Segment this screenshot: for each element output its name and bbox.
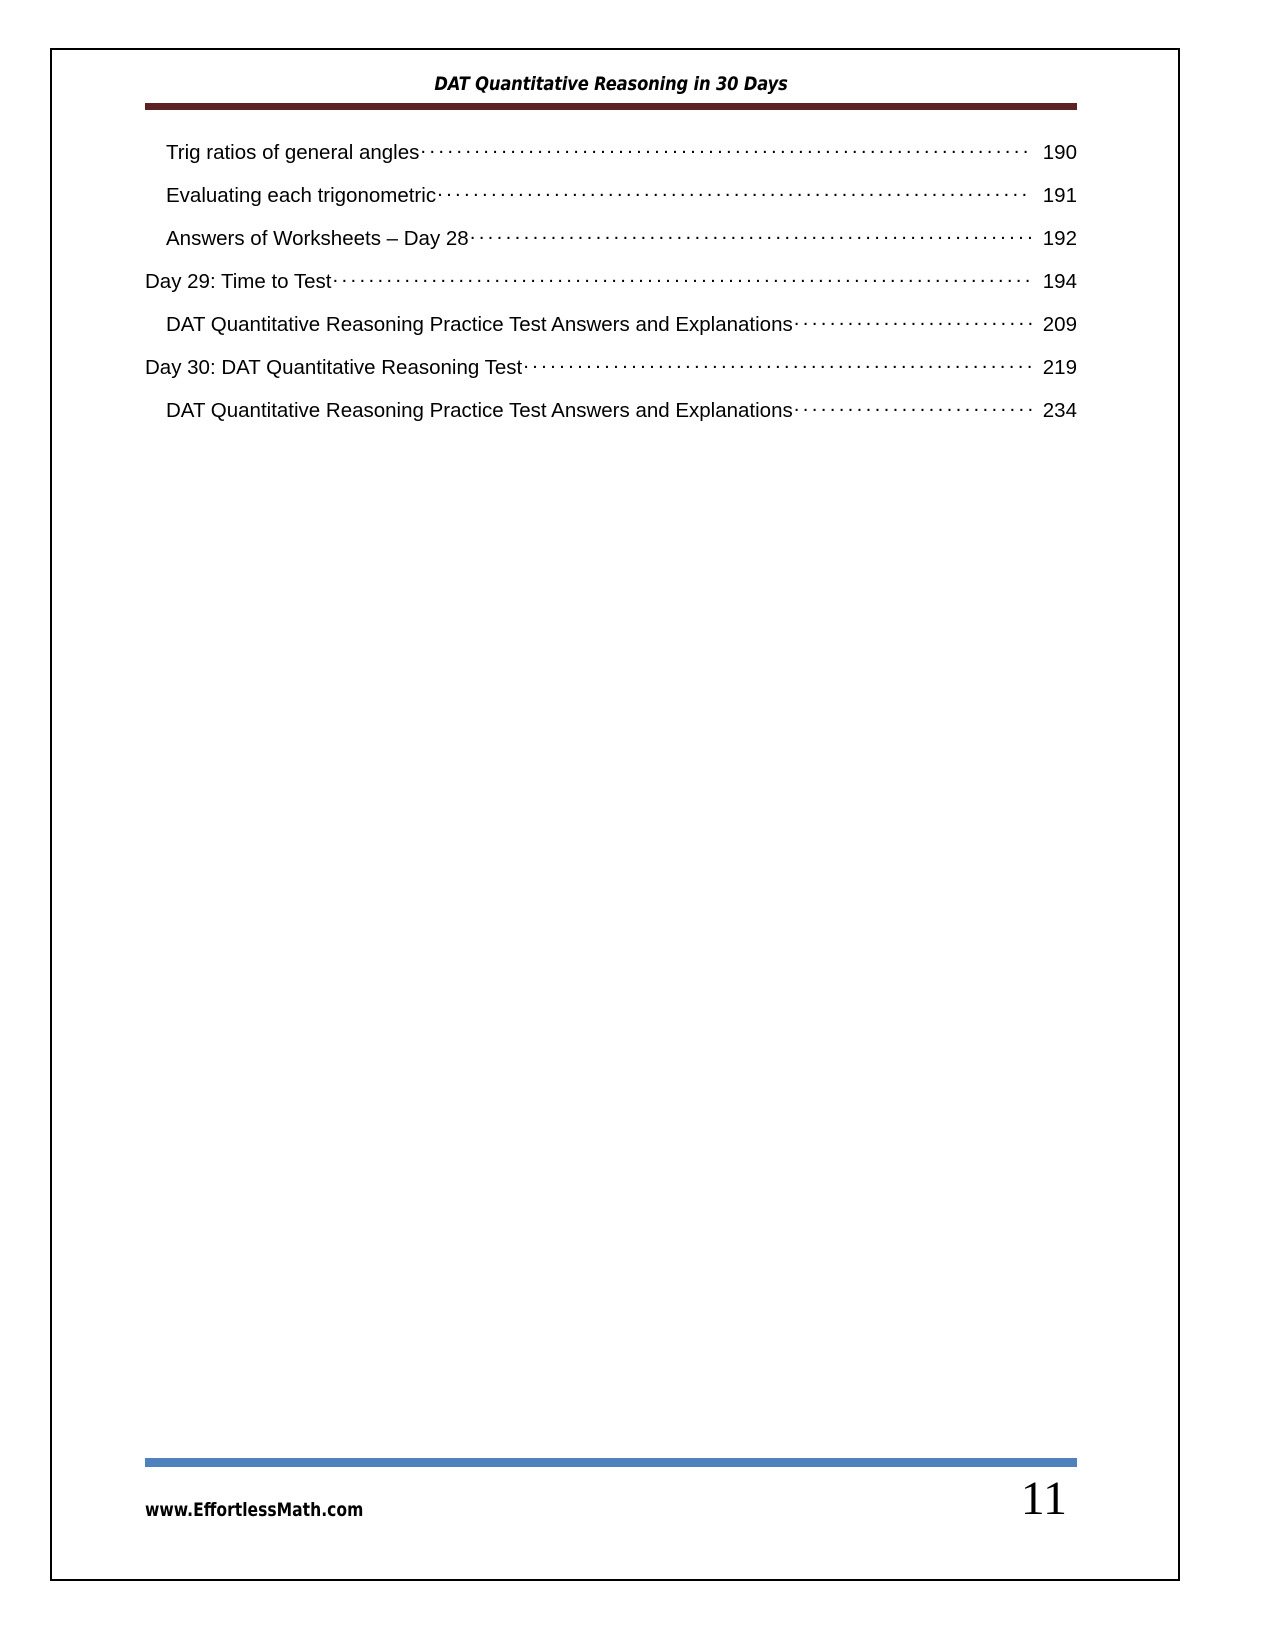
footer-row	[145, 1471, 1077, 1525]
header-title: DAT Quantitative Reasoning in 30 Days	[434, 73, 788, 95]
toc-entry-page: 192	[1042, 226, 1077, 250]
toc-dot-leader	[523, 353, 1032, 374]
toc-entry-page: 209	[1042, 312, 1077, 336]
footer-rule	[145, 1458, 1077, 1467]
toc-entry-title: Day 29: Time to Test	[145, 269, 332, 293]
toc-dot-leader	[794, 310, 1032, 331]
toc-entry[interactable]	[145, 138, 1077, 181]
toc-entry-page: 219	[1042, 355, 1077, 379]
toc-entry[interactable]	[145, 224, 1077, 267]
toc-entry-page: 190	[1042, 140, 1077, 164]
toc-dot-leader	[332, 267, 1032, 288]
toc-entry-title: Trig ratios of general angles	[166, 140, 420, 164]
page-frame	[50, 48, 1180, 1581]
toc-entry[interactable]	[145, 353, 1077, 396]
header-rule	[145, 103, 1077, 110]
page-footer	[145, 1458, 1077, 1525]
toc-dot-leader	[794, 396, 1032, 417]
footer-page-number: 11	[1020, 1471, 1067, 1525]
toc-entry-title: Evaluating each trigonometric	[166, 183, 437, 207]
toc-entry-page: 191	[1042, 183, 1077, 207]
toc-entry[interactable]	[145, 267, 1077, 310]
footer-website-url[interactable]: www.EffortlessMath.com	[145, 1499, 364, 1521]
toc-dot-leader	[437, 181, 1032, 202]
toc-entry-title: DAT Quantitative Reasoning Practice Test Answers and Explanations	[166, 312, 793, 336]
toc-entry-page: 194	[1042, 269, 1077, 293]
table-of-contents	[145, 138, 1077, 439]
toc-entry[interactable]	[145, 396, 1077, 439]
toc-dot-leader	[470, 224, 1032, 245]
toc-entry-title: Answers of Worksheets – Day 28	[166, 226, 469, 250]
toc-entry[interactable]	[145, 181, 1077, 224]
toc-entry-page: 234	[1042, 398, 1077, 422]
page-header	[145, 73, 1077, 110]
toc-entry-title: Day 30: DAT Quantitative Reasoning Test	[145, 355, 523, 379]
toc-entry-title: DAT Quantitative Reasoning Practice Test Answers and Explanations	[166, 398, 793, 422]
toc-dot-leader	[420, 138, 1032, 159]
toc-entry[interactable]	[145, 310, 1077, 353]
